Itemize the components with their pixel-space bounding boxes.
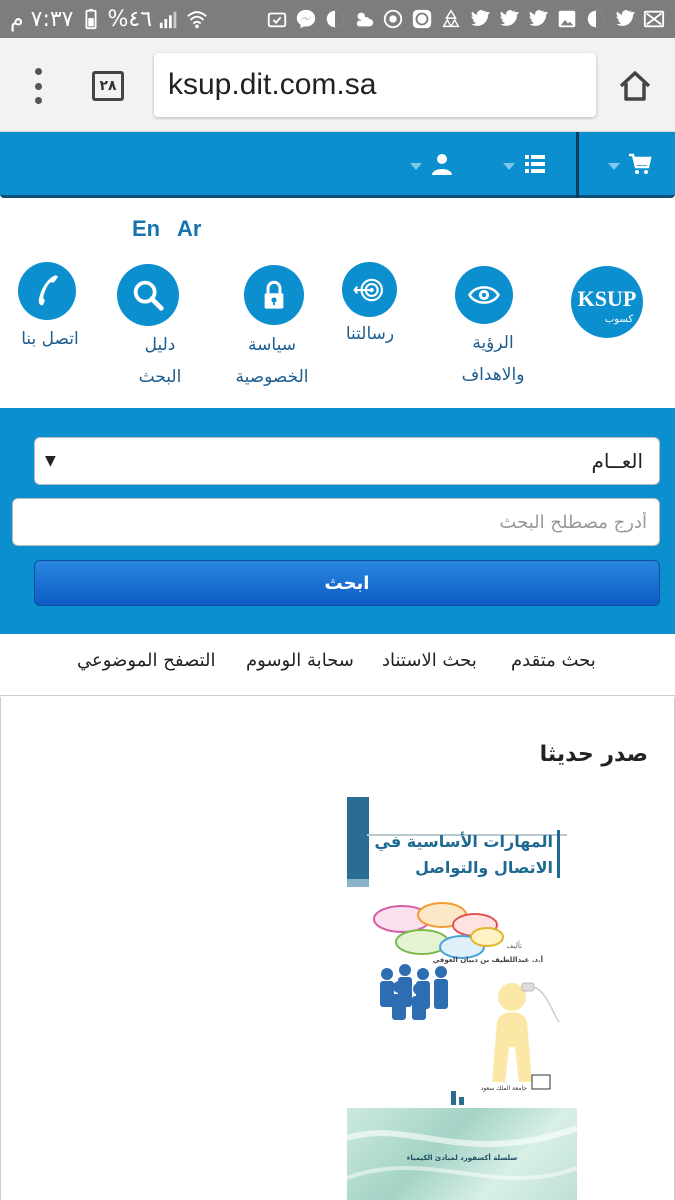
overflow-menu-icon[interactable] (26, 68, 50, 104)
caret-down-icon (608, 163, 620, 170)
privacy-button[interactable] (244, 265, 304, 325)
book-cover-2[interactable] (347, 1108, 577, 1200)
search-links-row (0, 634, 675, 696)
status-bar (0, 0, 675, 38)
mission-button[interactable] (342, 262, 397, 317)
battery-icon (80, 8, 102, 30)
status-left (10, 7, 208, 32)
logo-subtext: كسوب (604, 314, 634, 325)
eye-icon (467, 278, 501, 312)
search-guide-label[interactable] (120, 329, 200, 393)
privacy-label[interactable] (222, 329, 322, 393)
search-button[interactable]: ابحث (34, 560, 660, 606)
home-icon[interactable] (617, 68, 653, 104)
twitter-icon (527, 8, 549, 30)
search-input[interactable] (12, 498, 660, 546)
twitter-icon (498, 8, 520, 30)
caret-down-icon (503, 163, 515, 170)
recent-title: صدر حديثا (539, 742, 648, 767)
moon-icon (585, 8, 607, 30)
target-status-icon (382, 8, 404, 30)
status-time: ٧:٣٧ م (10, 6, 74, 32)
phone-icon (27, 271, 67, 311)
twitter-icon (469, 8, 491, 30)
ksup-logo[interactable] (571, 266, 643, 338)
search-guide-button[interactable] (117, 264, 179, 326)
book1-author-label: تأليف (506, 942, 522, 950)
app-icon (411, 8, 433, 30)
mission-label[interactable] (330, 318, 410, 350)
wifi-icon (186, 8, 208, 30)
privacy-label-line2: الخصوصية (235, 367, 309, 387)
logo-text: KSUP (577, 286, 637, 311)
lock-icon (257, 278, 291, 312)
sync-icon (266, 8, 288, 30)
site-navbar (0, 132, 675, 198)
contact-button[interactable] (18, 262, 76, 320)
messenger-icon (295, 8, 317, 30)
battery-level: %٤٦ (107, 6, 153, 32)
nav-divider (576, 132, 579, 198)
url-text: ksup.dit.com.sa (168, 68, 377, 101)
vision-button[interactable] (455, 266, 513, 324)
target-icon (353, 273, 387, 307)
search-guide-label-line2: البحث (138, 367, 182, 387)
dropdown-arrow-icon: ▼ (45, 453, 56, 469)
twitter-icon (614, 8, 636, 30)
search-panel (0, 408, 675, 634)
vision-label-line1: الرؤية (472, 333, 514, 353)
book1-publisher: جامعة الملك سعود (480, 1085, 527, 1092)
subject-browse-link[interactable]: التصفح الموضوعي (77, 650, 216, 671)
lang-en-link[interactable]: En (132, 216, 161, 241)
tab-switcher-button[interactable] (92, 71, 124, 101)
mission-label-line1: رسالتنا (345, 324, 395, 344)
notification-icons (266, 8, 665, 30)
tab-count: ٢٨ (99, 78, 117, 94)
moon-icon (324, 8, 346, 30)
search-scope-select[interactable] (34, 437, 660, 485)
vision-label-line2: والاهداف (461, 365, 525, 385)
tag-cloud-link[interactable]: سحابة الوسوم (246, 650, 354, 671)
search-guide-label-line1: دليل (144, 335, 176, 355)
cart-icon (628, 152, 652, 180)
search-scope-value: العــام (591, 449, 643, 473)
url-bar[interactable] (154, 53, 596, 117)
user-icon (430, 152, 454, 180)
book2-title: سلسلة أكسفورد لمبادئ الكيمياء (406, 1154, 518, 1162)
weather-icon (353, 8, 375, 30)
contact-label[interactable] (10, 323, 90, 355)
authority-search-link[interactable]: بحث الاستناد (382, 650, 477, 671)
caret-down-icon (410, 163, 422, 170)
recycle-icon (440, 8, 462, 30)
browser-toolbar (0, 38, 675, 132)
book1-title-line2: الاتصال والتواصل (415, 858, 553, 877)
book1-title-line1: المهارات الأساسية في (374, 832, 553, 851)
user-menu[interactable] (410, 152, 454, 180)
list-icon (523, 152, 547, 180)
contact-label-line1: اتصل بنا (21, 329, 79, 349)
list-menu[interactable] (503, 152, 547, 180)
book-cover-1[interactable] (347, 797, 577, 1105)
advanced-search-link[interactable]: بحث متقدم (511, 650, 596, 671)
recent-publications (0, 697, 675, 1200)
lang-ar-link[interactable]: Ar (177, 216, 202, 241)
signal-icon (158, 8, 180, 30)
cart-menu[interactable] (608, 152, 652, 180)
vision-label[interactable] (448, 327, 538, 391)
magnifier-icon (129, 276, 167, 314)
privacy-label-line1: سياسة (248, 335, 296, 355)
mail-icon (643, 8, 665, 30)
book1-author: أ.د. عبداللطيف بن دبيان العوفي (432, 956, 543, 964)
image-icon (556, 8, 578, 30)
